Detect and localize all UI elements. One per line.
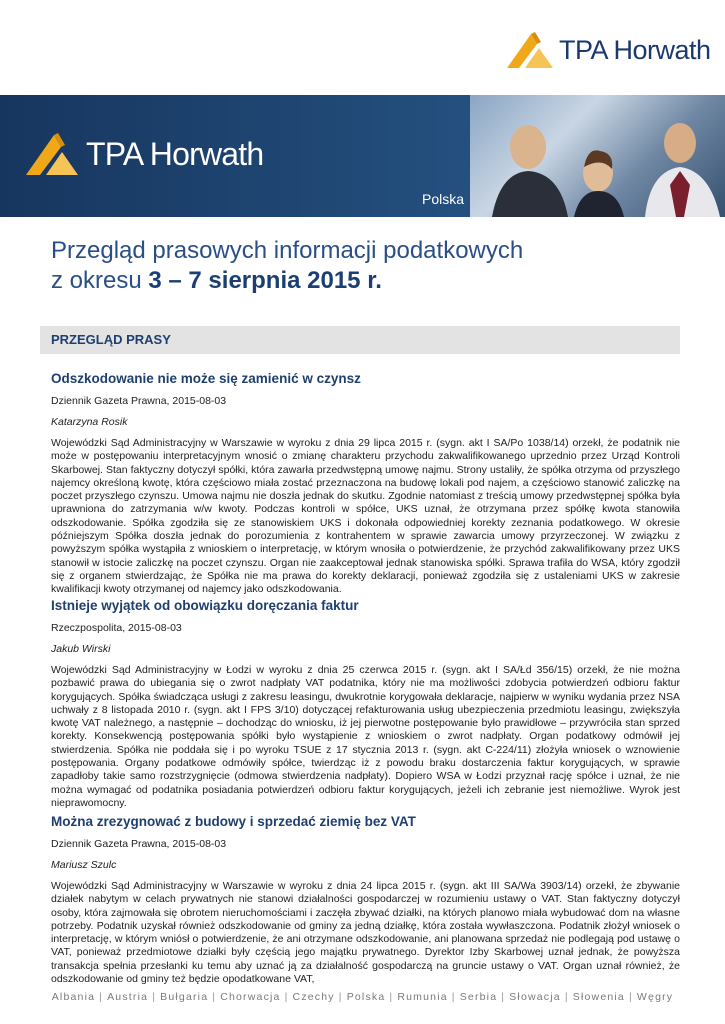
footer-separator: | xyxy=(99,991,104,1003)
page-title xyxy=(51,236,523,296)
banner-country-label: Polska xyxy=(422,191,465,207)
footer-separator: | xyxy=(501,991,506,1003)
header-brand-name: TPA Horwath xyxy=(559,34,711,65)
article-author: Mariusz Szulc xyxy=(51,859,117,871)
article-source: Dziennik Gazeta Prawna, 2015-08-03 xyxy=(51,395,227,407)
header-logo xyxy=(505,28,711,72)
footer-country-list xyxy=(0,991,725,1003)
title-line-1: Przegląd prasowych informacji podatkowych xyxy=(51,237,524,264)
title-line-2-prefix: z okresu xyxy=(51,267,149,294)
footer-country-item: Serbia xyxy=(459,991,498,1003)
article-author: Jakub Wirski xyxy=(51,643,111,655)
banner xyxy=(0,95,725,217)
article-heading: Odszkodowanie nie może się zamienić w czynsz xyxy=(51,371,361,386)
article-2 xyxy=(51,598,680,810)
section-header-bar xyxy=(40,326,680,354)
footer-country-item: Czechy xyxy=(292,991,335,1003)
article-body: Wojewódzki Sąd Administracyjny w Warszawie w wyroku z dnia 29 lipca 2015 r. (sygn. akt I SA/Po 1038/14) orzekł, że podatnik nie może w postępowaniu interpretacyjnym wnosić o zmianę charakteru przychodu zakwalifikowanego uprzednio przez Urząd Kontroli Skarbowej. Stan faktyczny dotyczył spółki, która zawarła przedwstępną umowę najmu. Strony ustaliły, że spółka otrzyma od przyszłego najemcy określoną kwotę, która częściowo miała zostać przeznaczona na budowę lokali pod najem, a częściowo stanowić zaliczkę na poczet przyszłego czynszu. Umowa najmu nie doszła jednak do skutku. Zgodnie natomiast z treścią umowy przedwstępnej spółka była uprawniona do zatrzymania w/w kwoty. Podczas kontroli w spółce, UKS uznał, że otrzymana przez spółkę kwota stanowiła odszkodowanie. Spółka zgodziła się ze stanowiskiem UKS i dokonała odpowiedniej korekty zeznania podatkowego. W okresie późniejszym Spółka doszła jednak do porozumienia z kontrahentem w sprawie zawarcia umowy przyrzeczonej. W związku z powyższym spółka wystąpiła z wnioskiem o interpretację, w którym wnosiła o potwierdzenie, że przychód zakwalifikowany przez UKS stanowił w istocie zaliczkę na poczet czynszu. Organ nie zaakceptował jednak stanowiska spółki. Sprawa trafiła do WSA, który zgodził się z organem stwierdzając, że Spółka nie ma prawa do korekty deklaracji, ponieważ zgodziła się z ustaleniami UKS w zakresie kwalifikacji kwoty otrzymanej od najemcy jako odszkodowania. xyxy=(51,437,680,596)
footer-country-item: Chorwacja xyxy=(220,991,281,1003)
tpa-logo-mark-icon xyxy=(505,30,557,70)
footer-separator: | xyxy=(628,991,633,1003)
title-date-range: 3 – 7 sierpnia 2015 r. xyxy=(148,267,382,294)
footer-separator: | xyxy=(212,991,217,1003)
article-heading: Można zrezygnować z budowy i sprzedać ziemię bez VAT xyxy=(51,814,416,829)
footer-country-item: Rumunia xyxy=(397,991,448,1003)
article-3 xyxy=(51,814,680,986)
article-body: Wojewódzki Sąd Administracyjny w Łodzi w wyroku z dnia 25 czerwca 2015 r. (sygn. akt I SA/Łd 356/15) orzekł, że nie można pozbawić prawa do ubiegania się o zwrot nadpłaty VAT podatnika, który nie ma możliwości zdobycia potwierdzeń odbioru faktur korygujących. Spółka świadcząca usługi z zakresu leasingu, dwukrotnie korygowała deklaracje, najpierw w wyniku wydania przez NSA uchwały z 8 listopada 2010 r. (sygn. akt I FPS 3/10) dotyczącej refakturowania usług ubezpieczenia przedmiotu leasingu, zwiększyła kwotę VAT należnego, a następnie – dochodząc do wniosku, iż jej pierwotne postępowanie było prawidłowe – przywróciła stan sprzed korekty. Konsekwencją postępowania spółki było wystąpienie z wnioskiem o zwrot nadpłaty. Organ podatkowy odmówił jej stwierdzenia. Spółka nie poddała się i po wyroku TSUE z 17 stycznia 2013 r. (sygn. akt C-224/11) złożyła wniosek o wznowienie postępowania. Organy podatkowe odmówiły spółce, twierdząc iż z powodu braku dostarczenia faktur korygujących, w sprawie zapadłoby takie samo rozstrzygnięcie (odmowa stwierdzenia nadpłaty). Dopiero WSA w Łodzi przyznał rację spółce i uznał, że nie można wymagać od podatnika posiadania potwierdzeń odbioru faktur korygujących, jeżeli ich zebranie jest niemożliwe. Wyrok jest nieprawomocny. xyxy=(51,664,680,809)
footer-separator: | xyxy=(152,991,157,1003)
footer-separator: | xyxy=(338,991,343,1003)
footer-country-item: Austria xyxy=(107,991,149,1003)
article-author: Katarzyna Rosik xyxy=(51,416,128,428)
article-heading: Istnieje wyjątek od obowiązku doręczania faktur xyxy=(51,598,359,613)
section-header-label: PRZEGLĄD PRASY xyxy=(51,332,171,347)
footer-separator: | xyxy=(284,991,289,1003)
article-1 xyxy=(51,371,680,597)
tpa-banner-logo-mark-icon xyxy=(24,131,82,177)
article-source: Dziennik Gazeta Prawna, 2015-08-03 xyxy=(51,838,227,850)
footer-country-item: Słowenia xyxy=(572,991,625,1003)
footer-separator: | xyxy=(451,991,456,1003)
title-line-2 xyxy=(51,266,523,296)
footer-country-item: Bułgaria xyxy=(160,991,209,1003)
banner-business-people-photo xyxy=(470,95,725,217)
article-body: Wojewódzki Sąd Administracyjny w Warszawie w wyroku z dnia 24 lipca 2015 r. (sygn. akt III SA/Wa 3903/14) orzekł, że zbywanie działek nabytym w celach prywatnych nie stanowi działalności gospodarczej w rozumieniu ustawy o VAT. Stan faktyczny dotyczył osoby, która zajmowała się obrotem nieruchomościami i zaczęła zbywać działki, na których planowo miała wybudować dom na własne potrzeby. Podatnik uzyskał również odszkodowanie od gminy za jedną działkę, która została wywłaszczona. Podatnik złożył wniosek o interpretację, w którym wniósł o potwierdzenie, że ani otrzymane odszkodowanie, ani planowana sprzedaż nie podlegają pod ustawę o VAT, ponieważ przedmiotowe działki były częścią jego majątku prywatnego. Dyrektor Izby Skarbowej uznał jednak, że powyższa transakcja spełnia przesłanki ku temu aby uznać ją za działalność gospodarczą na gruncie ustawy o VAT. Organ uznał również, że odszkodowanie od gminy też będzie opodatkowane VAT, xyxy=(51,880,680,986)
article-source: Rzeczpospolita, 2015-08-03 xyxy=(51,622,182,634)
banner-brand-name: TPA Horwath xyxy=(86,135,264,172)
footer-country-item: Węgry xyxy=(636,991,674,1003)
footer-country-item: Polska xyxy=(346,991,386,1003)
footer-separator: | xyxy=(564,991,569,1003)
banner-logo xyxy=(24,131,263,177)
footer-separator: | xyxy=(389,991,394,1003)
footer-country-item: Słowacja xyxy=(509,991,561,1003)
footer-country-item: Albania xyxy=(51,991,96,1003)
